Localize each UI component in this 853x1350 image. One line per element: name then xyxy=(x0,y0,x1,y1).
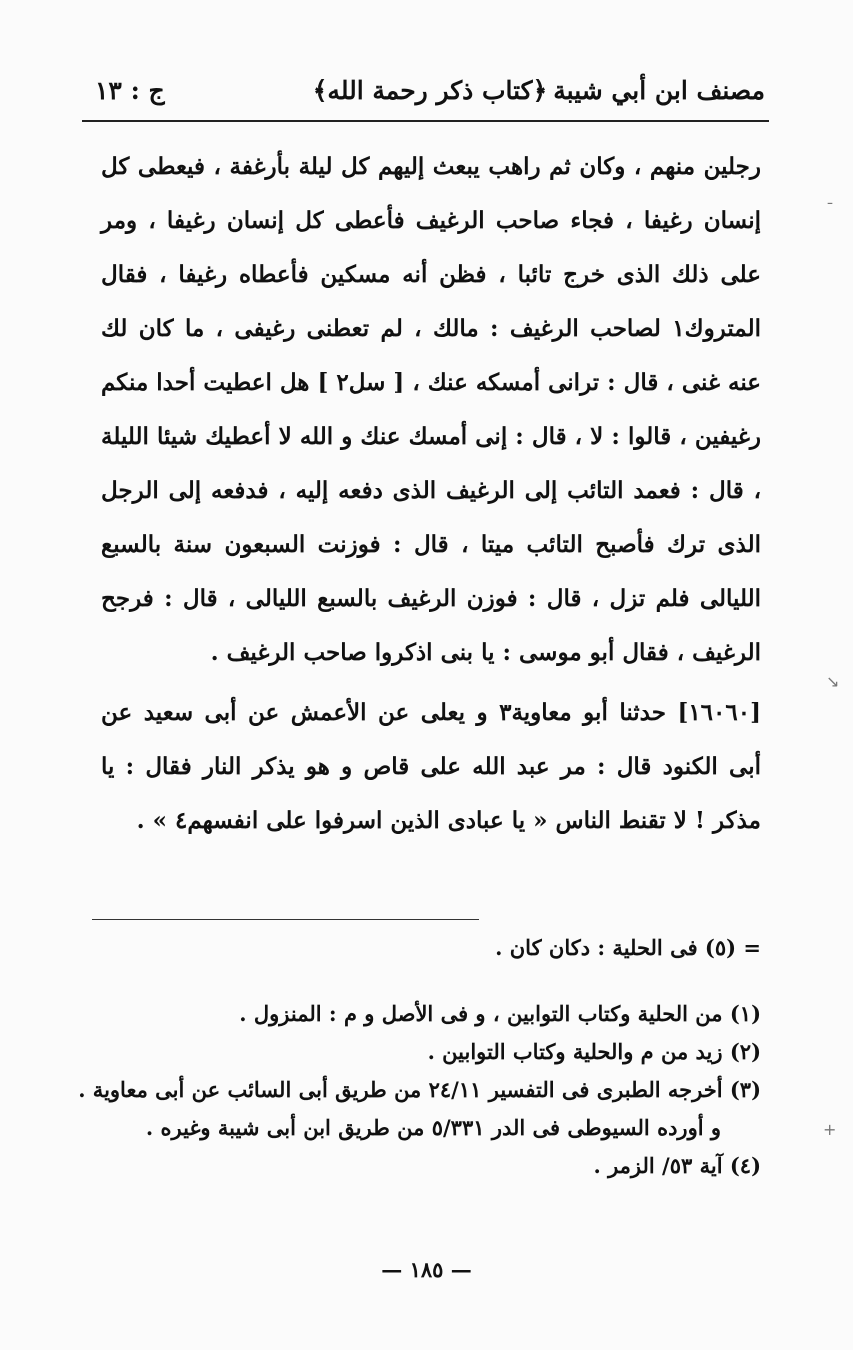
volume-number: ج : ١٣ xyxy=(95,76,165,105)
footnote-item: (١) من الحلية وكتاب التوابين ، و فى الأصل و م : المنزول . xyxy=(239,1001,761,1026)
page-number: — ١٨٥ — xyxy=(381,1257,472,1282)
body-paragraph: رجلين منهم ، وكان ثم راهب يبعث إليهم كل ليلة بأرغفة ، فيعطى كل إنسان رغيفا ، فجاء صاحب الرغيف فأعطى كل إنسان رغيفا ، ومر على ذلك الذى خرج تائبا ، فظن أنه مسكين فأعطاه رغيفا ، فقال المتروك١ لصاحب الرغيف : مالك ، لم تعطنى رغيفى ، ما كان لك عنه غنى ، قال : ترانى أمسكه عنك ، [ سل٢ ] هل اعطيت أحدا منكم رغيفين ، قالوا : لا ، قال : إنى أمسك عنك و الله لا أعطيك شيئا الليلة ، قال : فعمد التائب إلى الرغيف الذى دفعه إليه ، فدفعه إلى الرجل الذى ترك فأصبح التائب ميتا ، قال : فوزنت السبعون سنة بالسبع الليالى فلم تزل ، قال : فوزن الرغيف بالسبع الليالى ، قال : فرجح الرغيف ، فقال أبو موسى : يا بنى اذكروا صاحب الرغيف . xyxy=(101,153,761,666)
footnotes-list xyxy=(78,995,761,1185)
footnote-continued: = (٥) فى الحلية : دكان كان . xyxy=(495,935,761,960)
footnote-item: (٢) زيد من م والحلية وكتاب التوابين . xyxy=(427,1039,761,1064)
footnote-item: و أورده السيوطى فى الدر ٥/٣٣١ من طريق ابن أبى شيبة وغيره . xyxy=(145,1115,721,1140)
registration-mark: + xyxy=(823,1120,837,1139)
header-rule xyxy=(82,120,769,122)
hadith-paragraph: [١٦٠٦٠] حدثنا أبو معاوية٣ و يعلى عن الأعمش عن أبى سعيد عن أبى الكنود قال : مر عبد الله على قاص و هو يذكر النار فقال : يا مذكر ! لا تقنط الناس « يا عبادى الذين اسرفوا على انفسهم٤ » . xyxy=(101,699,761,834)
running-header xyxy=(95,72,765,116)
footnotes-rule xyxy=(92,919,479,920)
margin-mark: ↘ xyxy=(826,672,840,691)
chapter-title: ﴿كتاب ذكر رحمة الله﴾ xyxy=(312,76,548,105)
margin-mark: ˉ xyxy=(826,200,834,219)
footnote-item: (٣) أخرجه الطبرى فى التفسير ٢٤/١١ من طريق أبى السائب عن أبى معاوية . xyxy=(78,1077,761,1102)
footnote-item: (٤) آية ٥٣/ الزمر . xyxy=(593,1153,761,1178)
book-title: مصنف ابن أبي شيبة xyxy=(553,76,765,105)
main-text xyxy=(101,140,761,848)
